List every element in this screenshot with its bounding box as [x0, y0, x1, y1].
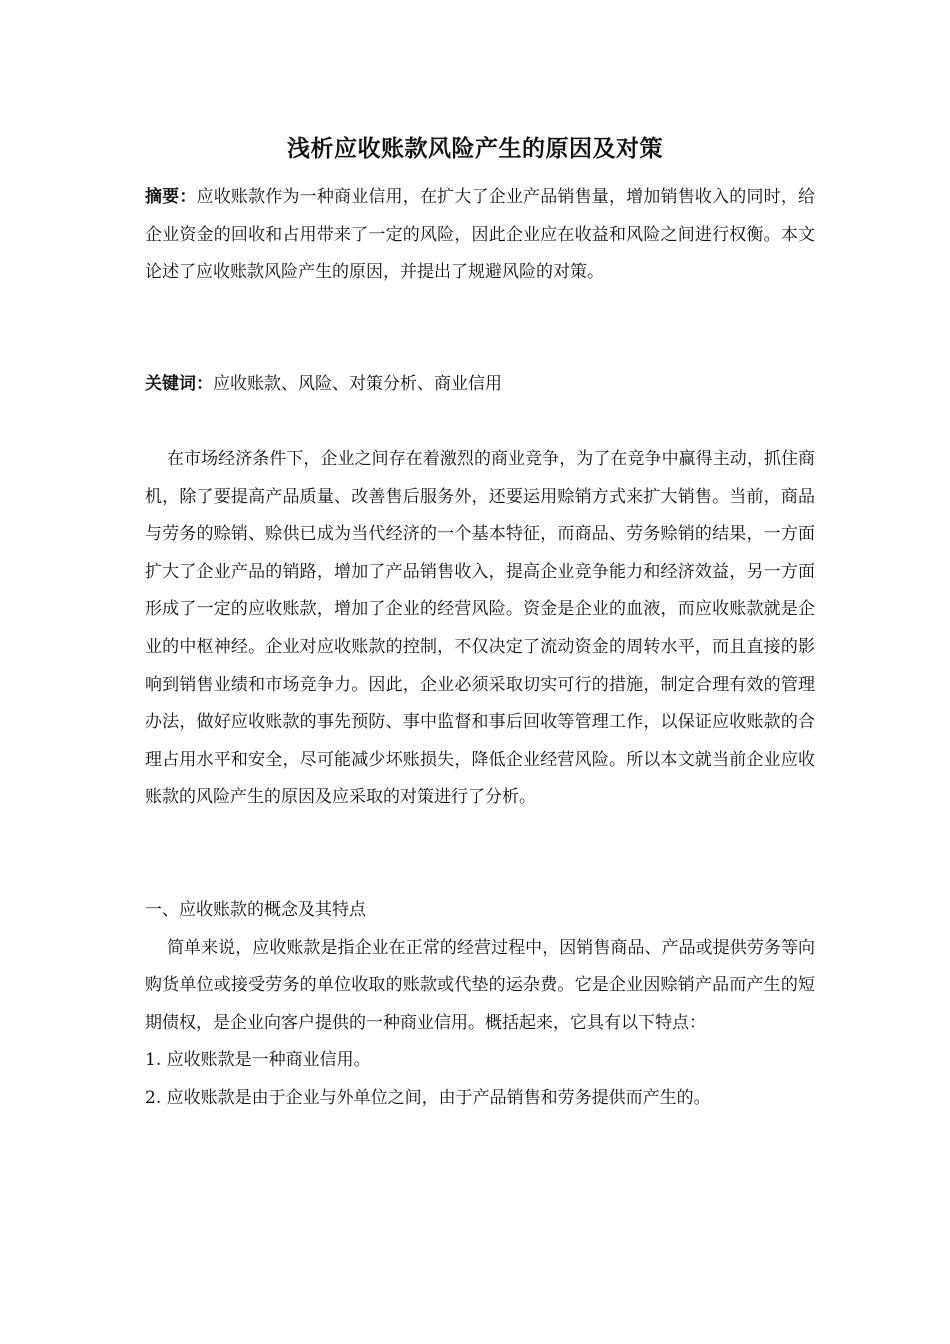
intro-paragraph: 在市场经济条件下，企业之间存在着激烈的商业竞争，为了在竞争中赢得主动，抓住商机，除了要提高产品质量、改善售后服务外，还要运用赊销方式来扩大销售。当前，商品与劳务的赊销、赊供已成为当代经济的一个基本特征，而商品、劳务赊销的结果，一方面扩大了企业产品的销路，增加了产品销售收入，提高企业竞争能力和经济效益，另一方面形成了一定的应收账款，增加了企业的经营风险。资金是企业的血液，而应收账款就是企业的中枢神经。企业对应收账款的控制，不仅决定了流动资金的周转水平，而且直接的影响到销售业绩和市场竞争力。因此，企业必须采取切实可行的措施，制定合理有效的管理办法，做好应收账款的事先预防、事中监督和事后回收等管理工作，以保证应收账款的合理占用水平和安全，尽可能减少坏账损失，降低企业经营风险。所以本文就当前企业应收账款的风险产生的原因及应采取的对策进行了分析。 — [145, 449, 815, 808]
list-item: 1. 应收账款是一种商业信用。 — [145, 1050, 371, 1071]
intro-section — [145, 441, 815, 817]
section-1-heading: 一、应收账款的概念及其特点 — [145, 900, 366, 920]
abstract — [145, 179, 815, 292]
list-item: 2. 应收账款是由于企业与外单位之间，由于产品销售和劳务提供而产生的。 — [145, 1087, 711, 1108]
page-title: 浅析应收账款风险产生的原因及对策 — [287, 136, 663, 162]
section-1 — [145, 892, 815, 1118]
keywords — [145, 366, 815, 404]
abstract-text: 应收账款作为一种商业信用，在扩大了企业产品销售量，增加销售收入的同时，给企业资金的回收和占用带来了一定的风险，因此企业应在收益和风险之间进行权衡。本文论述了应收账款风险产生的原因，并提出了规避风险的对策。 — [145, 187, 816, 283]
keywords-text: 应收账款、风险、对策分析、商业信用 — [213, 374, 502, 394]
keywords-label: 关键词： — [145, 374, 213, 394]
section-1-paragraph: 简单来说，应收账款是指企业在正常的经营过程中，因销售商品、产品或提供劳务等向购货单位或接受劳务的单位收取的账款或代垫的运杂费。它是企业因赊销产品而产生的短期债权，是企业向客户提供的一种商业信用。概括起来，它具有以下特点： — [145, 937, 815, 1033]
abstract-label: 摘要： — [145, 187, 197, 207]
